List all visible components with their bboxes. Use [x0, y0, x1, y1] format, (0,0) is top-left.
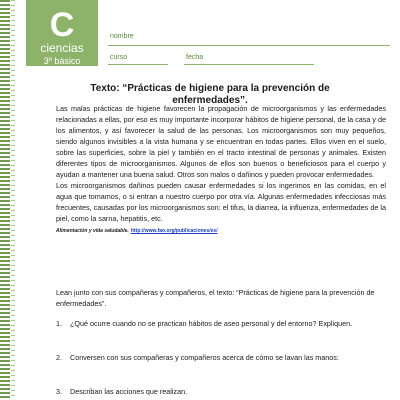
source-label: Alimentación y vida saludable.	[56, 228, 129, 234]
question-number: 2.	[56, 353, 62, 362]
logo-letter: C	[49, 6, 75, 44]
question-text: Conversen con sus compañeras y compañeros acerca de cómo se lavan las manos:	[70, 353, 339, 362]
question-text: Describan las acciones que realizan.	[70, 387, 188, 396]
date-label: fecha	[186, 54, 204, 61]
logo-subject-name: ciencias	[40, 41, 84, 55]
instruction-text: Lean junto con sus compañeras y compañeros, el texto: “Prácticas de higiene para la prevención de enfermedades”.	[56, 288, 375, 308]
course-label: curso	[110, 54, 128, 61]
course-field-line[interactable]	[108, 64, 168, 65]
source-link[interactable]: http://www.fao.org/publicaciones/es/	[130, 228, 218, 234]
notebook-spiral-shadow	[11, 0, 15, 400]
question-number: 3.	[56, 387, 62, 396]
question-number: 1.	[56, 319, 62, 328]
question-3	[56, 386, 386, 397]
notebook-spiral	[0, 0, 10, 400]
paragraph-1: Las malas prácticas de higiene favorecen la propagación de microorganismos y las enfermedades relacionadas a ellas, por eso es muy importante incorporar hábitos de higiene personal, de la casa y de los alimentos, y así favorecer la salud de las personas. Los microorganismos son muy pequeños, siendo algunos invisibles a la vista humana y se encuentran en todas partes. Ellos viven en el suelo, sobre las superficies, sobre la piel y también en el tracto intestinal de personas y animales. Existen diferentes tipos de microorganismos. Algunos de ellos son buenos o beneficiosos para el cuerpo y ayudan a mantener una buena salud. Otros son malos o dañinos y pueden provocar enfermedades.	[56, 104, 386, 179]
date-field-line[interactable]	[184, 64, 314, 65]
document-title: Texto: “Prácticas de higiene para la prevención de enfermedades”.	[90, 83, 330, 106]
paragraph-2: Los microorganismos dañinos pueden causar enfermedades si los ingerimos en las comidas, en el agua que tomamos, o si entran a nuestro cuerpo por otra vía. Algunas enfermedades infecciosas más frecuentes, causadas por los microorganismos son: el tifus, la diarrea, la influenza, enfermedades de la piel, como la sarna, hepatitis, etc.	[56, 181, 386, 223]
question-1	[56, 318, 386, 329]
document-body	[56, 103, 386, 237]
question-2	[56, 352, 386, 363]
grade-label: 3º básico	[43, 56, 81, 66]
source-line	[56, 224, 386, 237]
question-text: ¿Qué ocurre cuando no se practican hábitos de aseo personal y del entorno? Expliquen.	[70, 319, 353, 328]
name-field-line[interactable]	[108, 45, 390, 46]
name-label: nombre	[110, 33, 134, 40]
